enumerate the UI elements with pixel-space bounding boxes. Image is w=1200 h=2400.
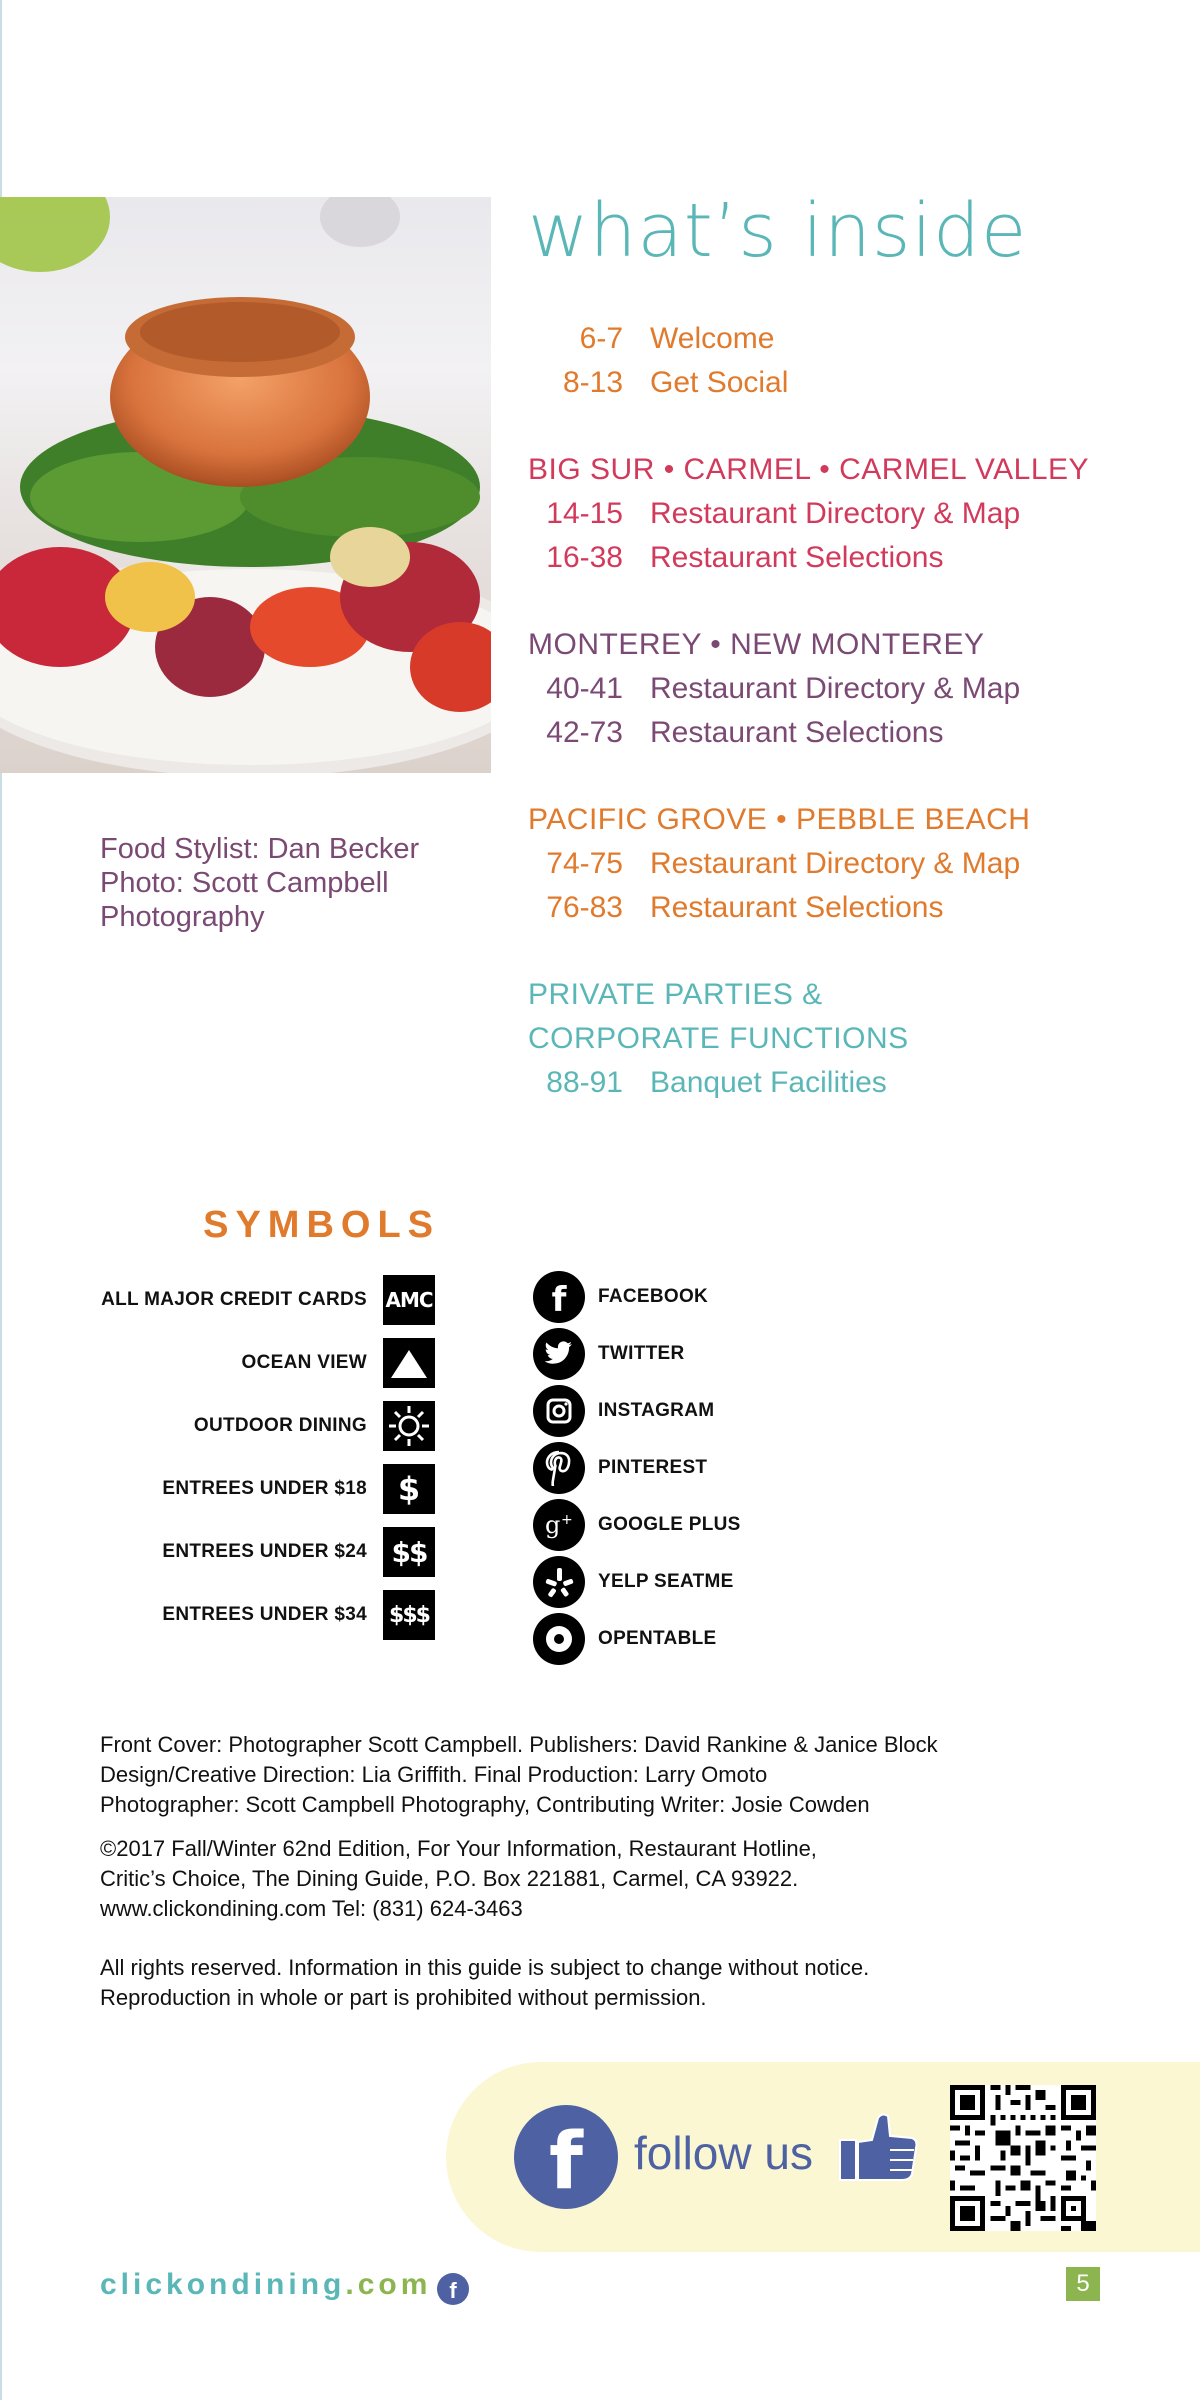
- symbol-legend-item: [60, 1338, 440, 1390]
- caption-line: Photography: [100, 901, 265, 933]
- toc-entry[interactable]: [528, 319, 1108, 359]
- facebook-icon[interactable]: [514, 2105, 618, 2209]
- social-label: GOOGLE PLUS: [598, 1514, 741, 1535]
- toc-pages: 6-7: [579, 322, 623, 355]
- facebook-glyph: f: [549, 2117, 583, 2207]
- toc-entry[interactable]: [528, 494, 1108, 534]
- social-label: PINTEREST: [598, 1457, 708, 1478]
- symbol-label: ENTREES UNDER $18: [162, 1478, 367, 1499]
- toc-pages: 40-41: [546, 672, 623, 705]
- toc-entry[interactable]: [528, 538, 1108, 578]
- facebook-icon: f: [533, 1271, 585, 1323]
- mountain-icon: [383, 1338, 435, 1388]
- social-label: INSTAGRAM: [598, 1400, 715, 1421]
- social-legend-item: [533, 1385, 833, 1437]
- toc-label: Welcome: [650, 322, 775, 355]
- symbol-label: OCEAN VIEW: [241, 1352, 367, 1373]
- pinterest-icon: [533, 1442, 585, 1494]
- triple-dollar-icon: $$$: [383, 1590, 435, 1640]
- social-legend-item: [533, 1499, 833, 1551]
- twitter-icon: [533, 1328, 585, 1380]
- toc-section-heading: MONTEREY • NEW MONTEREY: [528, 628, 985, 661]
- toc-section-heading: BIG SUR • CARMEL • CARMEL VALLEY: [528, 453, 1090, 486]
- toc-pages: 76-83: [546, 891, 623, 924]
- toc-entry[interactable]: [528, 1063, 1108, 1103]
- toc-section-heading: PACIFIC GROVE • PEBBLE BEACH: [528, 803, 1031, 836]
- sun-icon: [383, 1401, 435, 1451]
- social-legend-item: [533, 1328, 833, 1380]
- toc-pages: 42-73: [546, 716, 623, 749]
- thumbs-up-icon: [838, 2110, 920, 2191]
- qr-code[interactable]: [950, 2085, 1096, 2231]
- facebook-glyph: f: [449, 2278, 457, 2303]
- photo-caption: [100, 832, 480, 934]
- credits-line: Front Cover: Photographer Scott Campbell. Publishers: David Rankine & Janice Block: [100, 1732, 938, 1757]
- toc-entry[interactable]: [528, 844, 1108, 884]
- toc-label: Get Social: [650, 366, 789, 399]
- toc-title: what’s inside: [528, 188, 1028, 274]
- social-label: OPENTABLE: [598, 1628, 717, 1649]
- credits-line: Photographer: Scott Campbell Photography, Contributing Writer: Josie Cowden: [100, 1792, 870, 1817]
- follow-us-link[interactable]: follow us: [634, 2127, 813, 2179]
- symbol-legend-item: [60, 1527, 440, 1579]
- toc-entry[interactable]: [528, 888, 1108, 928]
- rights-line: All rights reserved. Information in this guide is subject to change without notice.: [100, 1955, 870, 1980]
- social-legend-item: [533, 1442, 833, 1494]
- toc-pages: 14-15: [546, 497, 623, 530]
- toc-pages: 88-91: [546, 1066, 623, 1099]
- dollar-icon: $: [383, 1464, 435, 1514]
- social-label: TWITTER: [598, 1343, 685, 1364]
- toc-entry[interactable]: [528, 713, 1108, 753]
- website-link[interactable]: [100, 2268, 431, 2302]
- social-legend-item: [533, 1613, 833, 1665]
- toc-label: Restaurant Directory & Map: [650, 847, 1021, 880]
- social-label: YELP SEATME: [598, 1571, 734, 1592]
- page-number: 5: [1066, 2267, 1100, 2301]
- edition-line: ©2017 Fall/Winter 62nd Edition, For Your Information, Restaurant Hotline,: [100, 1836, 817, 1861]
- google-plus-icon: [533, 1499, 585, 1551]
- symbols-title: SYMBOLS: [203, 1204, 440, 1246]
- toc-label: Restaurant Directory & Map: [650, 672, 1021, 705]
- toc-section-heading: CORPORATE FUNCTIONS: [528, 1022, 909, 1055]
- toc-label: Restaurant Selections: [650, 541, 944, 574]
- double-dollar-icon: $$: [383, 1527, 435, 1577]
- social-legend-item: [533, 1556, 833, 1608]
- site-name: clickondining: [100, 2268, 346, 2301]
- instagram-icon: [533, 1385, 585, 1437]
- toc-label: Restaurant Selections: [650, 716, 944, 749]
- symbol-label: ALL MAJOR CREDIT CARDS: [101, 1289, 367, 1310]
- symbol-label: ENTREES UNDER $24: [162, 1541, 367, 1562]
- social-legend-item: [533, 1271, 833, 1323]
- contact-line: www.clickondining.com Tel: (831) 624-3463: [100, 1896, 523, 1921]
- toc-entry[interactable]: [528, 363, 1108, 403]
- toc-label: Restaurant Selections: [650, 891, 944, 924]
- toc-entry[interactable]: [528, 669, 1108, 709]
- svg-text:g: g: [545, 1511, 561, 1539]
- opentable-icon: [533, 1613, 585, 1665]
- symbol-label: OUTDOOR DINING: [193, 1415, 367, 1436]
- symbol-legend-item: [60, 1401, 440, 1453]
- site-tld: .com: [345, 2268, 432, 2301]
- svg-text:+: +: [561, 1512, 573, 1528]
- caption-line: Photo: Scott Campbell: [100, 867, 389, 899]
- toc-label: Restaurant Directory & Map: [650, 497, 1021, 530]
- toc-section-heading: PRIVATE PARTIES &: [528, 978, 823, 1011]
- facebook-icon[interactable]: [437, 2273, 469, 2305]
- symbol-legend-item: [60, 1590, 440, 1642]
- credits-line: Design/Creative Direction: Lia Griffith. Final Production: Larry Omoto: [100, 1762, 768, 1787]
- symbol-legend-item: [60, 1464, 440, 1516]
- toc-pages: 74-75: [546, 847, 623, 880]
- symbol-legend-item: [60, 1275, 440, 1327]
- toc-pages: 8-13: [562, 366, 623, 399]
- rights-line: Reproduction in whole or part is prohibited without permission.: [100, 1985, 707, 2010]
- food-photo: [0, 197, 491, 773]
- yelp-icon: [533, 1556, 585, 1608]
- caption-line: Food Stylist: Dan Becker: [100, 833, 420, 865]
- symbol-label: ENTREES UNDER $34: [162, 1604, 367, 1625]
- toc-pages: 16-38: [546, 541, 623, 574]
- credit-cards-icon: AMC: [383, 1275, 435, 1325]
- edition-line: Critic’s Choice, The Dining Guide, P.O. Box 221881, Carmel, CA 93922.: [100, 1866, 799, 1891]
- social-label: FACEBOOK: [598, 1286, 709, 1307]
- toc-label: Banquet Facilities: [650, 1066, 887, 1099]
